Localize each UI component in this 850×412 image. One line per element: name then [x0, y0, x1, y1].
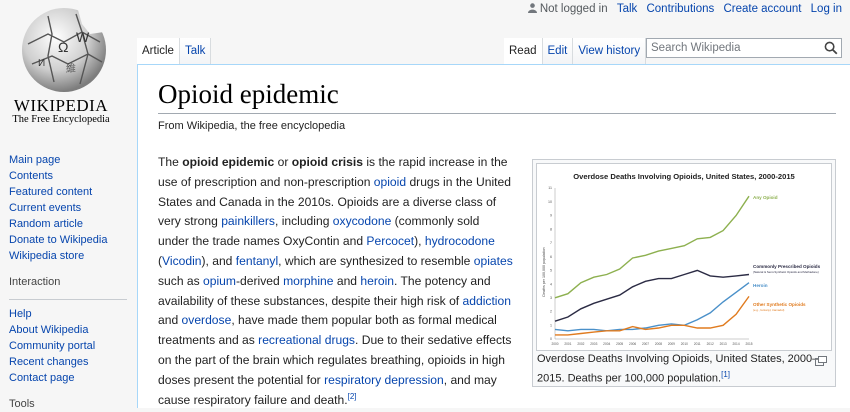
svg-text:維: 維: [66, 64, 76, 75]
login-link[interactable]: Log in: [810, 3, 842, 15]
text: such as: [158, 273, 204, 288]
text: , including: [274, 214, 333, 229]
sidebar-item-recent-changes[interactable]: Recent changes: [9, 356, 89, 368]
site-subtitle: From Wikipedia, the free encyclopedia: [158, 120, 346, 132]
y-tick-label: 1: [550, 323, 552, 328]
text: , and may cause respiratory failure and death.: [158, 372, 497, 407]
link-vicodin[interactable]: Vicodin: [162, 253, 202, 268]
bold-term-opioid-epidemic: opioid epidemic: [182, 155, 275, 169]
personal-talk-link[interactable]: Talk: [616, 3, 638, 15]
create-account-link[interactable]: Create account: [723, 3, 802, 15]
link-oxycodone[interactable]: oxycodone: [332, 214, 392, 229]
title-divider: [158, 113, 836, 114]
enlarge-icon[interactable]: [815, 356, 827, 366]
not-logged-in-label: Not logged in: [539, 3, 608, 15]
tab-talk-label: Talk: [184, 45, 206, 57]
tab-read[interactable]: [504, 38, 543, 64]
tab-read-label: Read: [509, 45, 537, 57]
sidebar-heading-tools[interactable]: Tools: [9, 398, 35, 410]
legend-sublabel: (Natural & Semi-Synthetic Opioids and Methadone): [753, 270, 819, 274]
y-tick-label: 5: [550, 268, 552, 273]
wikipedia-globe-icon: [18, 4, 110, 96]
y-tick-label: 7: [550, 241, 552, 246]
thumbnail-caption: [537, 352, 827, 387]
legend-label: Other Synthetic Opioids: [753, 302, 806, 307]
text: drugs in the United States and Canada in the 2010s. Opioids are a diverse class of very strong: [158, 174, 511, 229]
y-tick-label: 10: [548, 199, 552, 204]
sidebar-divider: [9, 299, 127, 300]
y-tick-label: 11: [548, 186, 552, 191]
x-tick-label: 2003: [590, 342, 598, 346]
link-opium[interactable]: opium: [203, 273, 236, 288]
reference-1[interactable]: [1]: [721, 370, 730, 379]
y-tick-label: 0: [550, 337, 552, 342]
sidebar-item-contents[interactable]: Contents: [9, 170, 54, 182]
logo-tagline: The Free Encyclopedia: [12, 114, 110, 125]
sidebar-item-about[interactable]: About Wikipedia: [9, 324, 89, 336]
chart-image[interactable]: [536, 163, 832, 351]
sidebar-item-store[interactable]: Wikipedia store: [9, 250, 85, 262]
sidebar-item-current-events[interactable]: Current events: [9, 202, 82, 214]
sidebar-item-featured-content[interactable]: Featured content: [9, 186, 93, 198]
series-line-commonly-prescribed-opioids: [555, 270, 749, 321]
y-tick-label: 6: [550, 254, 552, 259]
text: is the rapid increase in the use of prescription and non-prescription: [158, 155, 508, 189]
tab-article-label: Article: [142, 45, 174, 57]
text: , have made them popular both as formal medical treatments and as: [158, 313, 497, 348]
x-tick-label: 2004: [603, 342, 611, 346]
x-tick-label: 2010: [680, 342, 688, 346]
tab-view-history[interactable]: [573, 38, 646, 64]
wikipedia-logo[interactable]: [0, 0, 136, 140]
sidebar-item-contact-page[interactable]: Contact page: [9, 372, 75, 384]
sidebar-item-main-page[interactable]: Main page: [9, 154, 61, 166]
link-percocet[interactable]: Percocet: [366, 234, 415, 249]
y-tick-label: 9: [550, 213, 552, 218]
sidebar-heading-interaction: Interaction: [9, 276, 61, 288]
y-tick-label: 8: [550, 227, 552, 232]
svg-text:W: W: [76, 29, 90, 45]
x-tick-label: 2002: [577, 342, 585, 346]
x-tick-label: 2005: [616, 342, 624, 346]
legend-label: Heroin: [753, 283, 768, 288]
y-tick-label: 4: [550, 282, 552, 287]
page-title: Opioid epidemic: [158, 79, 339, 109]
sidebar: [9, 152, 134, 412]
text: . Due to their sedative effects on the part of the brain which regulates breathing, opioids in high doses present the potential for: [158, 333, 512, 387]
search-input[interactable]: [647, 39, 825, 57]
text: and: [158, 313, 182, 328]
link-addiction[interactable]: addiction: [462, 293, 511, 308]
link-opioid[interactable]: opioid: [373, 174, 407, 189]
lead-paragraph: [158, 153, 513, 410]
text: -derived: [236, 273, 284, 288]
legend-label: Any Opioid: [753, 195, 778, 200]
personal-tools: [528, 3, 842, 15]
text: and: [333, 273, 361, 288]
text: . The potency and availability of these substances, despite their high risk of: [158, 273, 491, 308]
search-icon[interactable]: [824, 41, 838, 55]
y-tick-label: 2: [550, 309, 552, 314]
thumbnail: [532, 159, 836, 387]
x-tick-label: 2015: [745, 342, 753, 346]
link-respiratory-depression[interactable]: respiratory depression: [324, 372, 444, 387]
x-tick-label: 2009: [667, 342, 675, 346]
namespace-tabs: [137, 38, 211, 64]
link-recreational-drugs[interactable]: recreational drugs: [258, 333, 355, 348]
link-overdose[interactable]: overdose: [181, 313, 232, 328]
caption-text: Overdose Deaths Involving Opioids, United States, 2000–2015. Deaths per 100,000 population.: [537, 353, 819, 385]
user-icon: [528, 3, 537, 13]
reference-2[interactable]: [2]: [347, 391, 357, 401]
bold-term-opioid-crisis: opioid crisis: [291, 155, 363, 169]
svg-text:И: И: [38, 58, 46, 69]
legend-sublabel: (e.g., fentanyl, tramadol): [753, 308, 785, 312]
link-opiates[interactable]: opiates: [473, 253, 513, 268]
text: The: [158, 155, 183, 169]
search-box: [646, 38, 842, 58]
article-content: [137, 64, 850, 408]
tab-article[interactable]: [137, 38, 180, 64]
x-tick-label: 2001: [564, 342, 572, 346]
text: , which are synthesized to resemble: [278, 253, 474, 268]
link-morphine[interactable]: morphine: [283, 273, 334, 288]
x-tick-label: 2008: [654, 342, 663, 346]
link-painkillers[interactable]: painkillers: [221, 214, 275, 229]
text: ),: [414, 234, 425, 249]
link-heroin[interactable]: heroin: [360, 273, 395, 288]
x-tick-label: 2013: [719, 342, 727, 346]
x-tick-label: 2012: [706, 342, 714, 346]
sidebar-interaction: [9, 306, 134, 386]
sidebar-item-random-article[interactable]: Random article: [9, 218, 83, 230]
text: or: [274, 155, 292, 169]
tab-talk[interactable]: [180, 38, 211, 64]
link-fentanyl[interactable]: fentanyl: [235, 253, 279, 268]
tab-view-history-label: View history: [578, 45, 641, 57]
tab-edit-label: Edit: [547, 45, 568, 57]
x-tick-label: 2007: [641, 342, 650, 346]
series-line-any-opioid: [555, 196, 749, 298]
text: (: [158, 253, 163, 268]
sidebar-item-donate[interactable]: Donate to Wikipedia: [9, 234, 108, 246]
x-tick-label: 2014: [732, 342, 740, 346]
sidebar-item-help[interactable]: Help: [9, 308, 32, 320]
contributions-link[interactable]: Contributions: [646, 3, 715, 15]
chart-title: Overdose Deaths Involving Opioids, United States, 2000-2015: [573, 172, 795, 181]
logo-wordmark: WIKIPEDIA: [13, 96, 109, 115]
view-tabs: [504, 38, 646, 64]
x-tick-label: 2000: [551, 342, 559, 346]
sidebar-item-community-portal[interactable]: Community portal: [9, 340, 96, 352]
text: (commonly sold under the trade names OxyContin and: [158, 214, 480, 249]
legend-label: Commonly Prescribed Opioids: [753, 264, 821, 269]
opioid-deaths-chart: [537, 164, 831, 350]
text: ), and: [201, 253, 236, 268]
svg-text:Ω: Ω: [58, 39, 69, 55]
x-tick-label: 2006: [629, 342, 637, 346]
sidebar-navigation: [9, 152, 134, 264]
chart-ylabel: Deaths per 100,000 population: [542, 247, 546, 297]
link-hydrocodone[interactable]: hydrocodone: [424, 234, 495, 249]
tab-edit[interactable]: [543, 38, 574, 64]
x-tick-label: 2011: [693, 342, 701, 346]
y-tick-label: 3: [550, 296, 552, 301]
